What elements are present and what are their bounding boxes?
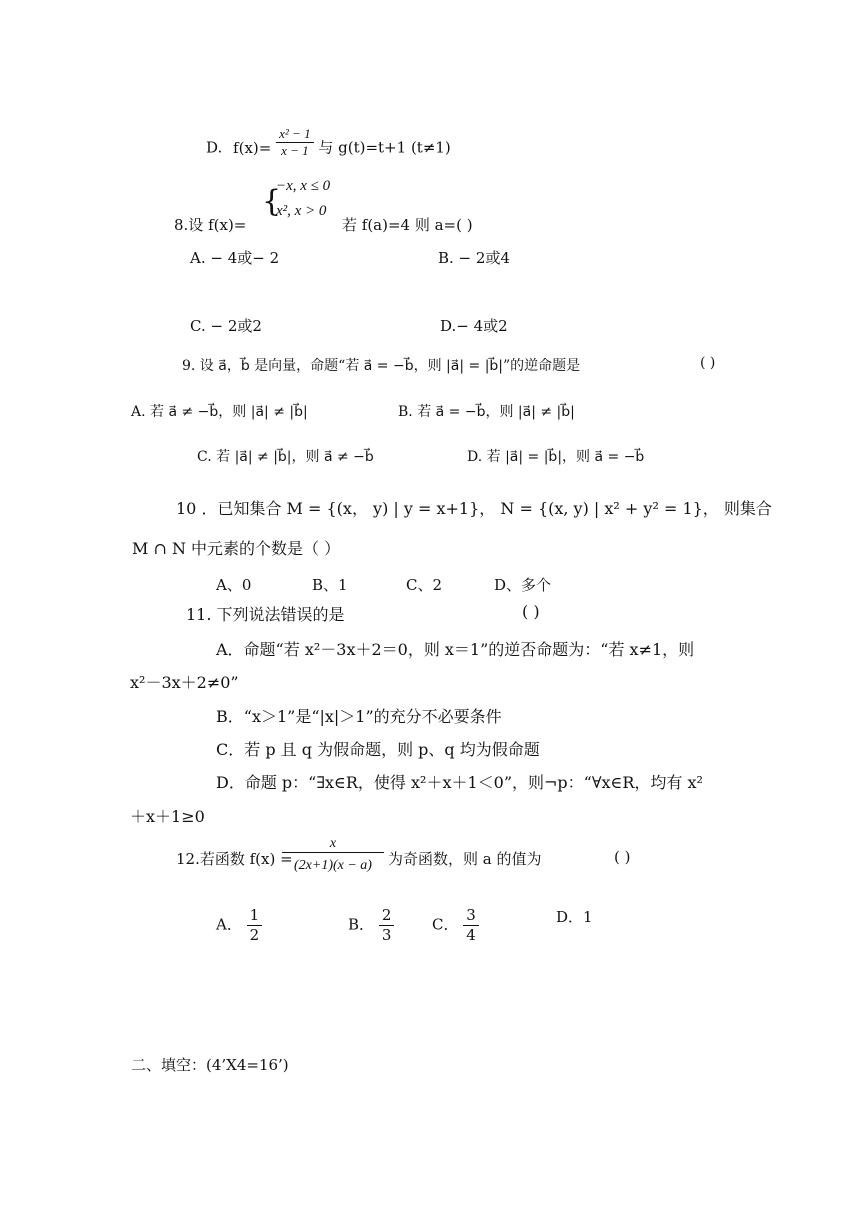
q9-option-c: C. 若 |a⃗| ≠ |b⃗|，则 a⃗ ≠ −b⃗: [197, 449, 374, 465]
q8-option-d: D.− 4或2: [440, 317, 508, 335]
q8-brace: {: [262, 184, 282, 219]
q9-option-b: B. 若 a⃗ = −b⃗，则 |a⃗| ≠ |b⃗|: [398, 404, 575, 420]
q7-fraction-numerator: x² − 1: [276, 126, 313, 143]
q10-option-d: D、多个: [494, 576, 552, 594]
q8-option-a: A. − 4或− 2: [190, 249, 280, 267]
q11-option-d-line2: ＋x＋1≥0: [130, 807, 205, 826]
q11-option-b: B．“x＞1”是“|x|＞1”的充分不必要条件: [216, 707, 502, 726]
option-c-denominator: 4: [466, 926, 476, 944]
q12-answer-paren: ( ): [614, 848, 631, 866]
q9-option-d: D. 若 |a⃗| = |b⃗|，则 a⃗ = −b⃗: [467, 449, 645, 465]
q7-option-d-rhs: 与 g(t)=t+1 (t≠1): [318, 138, 451, 157]
q10-option-b: B、1: [312, 576, 348, 594]
q9-stem: 9. 设 a⃗，b⃗ 是向量，命题“若 a⃗ = −b⃗，则 |a⃗| = |b⃗|”的逆命题是: [182, 358, 581, 374]
q11-answer-paren: ( ): [522, 602, 540, 621]
q7-option-d-lhs: f(x)=: [233, 138, 272, 157]
q10-stem-line2: M ∩ N 中元素的个数是（ ）: [132, 539, 341, 558]
q10-option-c: C、2: [406, 576, 443, 594]
q7-option-d: [206, 126, 451, 165]
q8-prefix: 8.设 f(x)=: [174, 216, 247, 234]
q12-option-a-fraction: [247, 906, 263, 945]
q12-option-b-fraction: [379, 906, 395, 945]
q12-option-d: D．1: [556, 908, 593, 926]
q11-option-a-line1: A．命题“若 x²－3x＋2＝0，则 x＝1”的逆否命题为：“若 x≠1，则: [216, 640, 695, 659]
section-2-title: 二、填空：(4’X4=16’): [131, 1056, 289, 1074]
q12-option-c: [432, 906, 479, 945]
option-a-denominator: 2: [249, 926, 260, 944]
q7-option-d-label: D.: [206, 138, 223, 157]
q12-fraction-denominator: (2x+1)(x − a): [294, 858, 372, 873]
q12-prefix: 12.若函数 f(x) =: [176, 850, 293, 868]
q10-stem-line1: 10 ．已知集合 M = {(x， y) | y = x+1}， N = {(x, y) | x² + y² = 1}， 则集合: [176, 499, 772, 518]
q12-option-b: [348, 906, 394, 945]
q12-fraction-numerator: x: [282, 836, 384, 853]
q11-option-d-line1: D．命题 p：“∃x∈R，使得 x²＋x＋1＜0”，则¬p：“∀x∈R，均有 x²: [216, 773, 703, 792]
q12-option-a-label: A．: [216, 915, 242, 934]
option-b-numerator: 2: [379, 906, 395, 926]
q12-option-b-label: B．: [348, 915, 375, 934]
q11-stem: 11. 下列说法错误的是: [186, 605, 345, 624]
option-a-numerator: 1: [247, 906, 263, 926]
q10-option-a: A、0: [216, 576, 252, 594]
q11-option-c: C．若 p 且 q 为假命题，则 p、q 均为假命题: [216, 740, 540, 759]
q9-option-a: A. 若 a⃗ ≠ −b⃗，则 |a⃗| ≠ |b⃗|: [131, 404, 308, 420]
q7-fraction-denominator: x − 1: [281, 143, 309, 158]
q8-suffix: 若 f(a)=4 则 a=( ): [342, 216, 473, 234]
q7-option-d-fraction: [276, 126, 313, 159]
q12-option-c-fraction: [463, 906, 479, 945]
option-b-denominator: 3: [381, 926, 392, 944]
q9-answer-paren: ( ): [700, 355, 716, 371]
q12-option-a: [216, 906, 262, 945]
q8-option-b: B. − 2或4: [438, 249, 510, 267]
q8-piece-1: −x, x ≤ 0: [276, 178, 331, 194]
q11-option-a-line2: x²－3x＋2≠0”: [130, 673, 239, 692]
q8-option-c: C. − 2或2: [190, 317, 262, 335]
q12-suffix: 为奇函数，则 a 的值为: [388, 850, 542, 868]
q12-option-c-label: C．: [432, 915, 459, 934]
option-c-numerator: 3: [463, 906, 479, 926]
q8-piece-2: x², x > 0: [276, 203, 327, 219]
